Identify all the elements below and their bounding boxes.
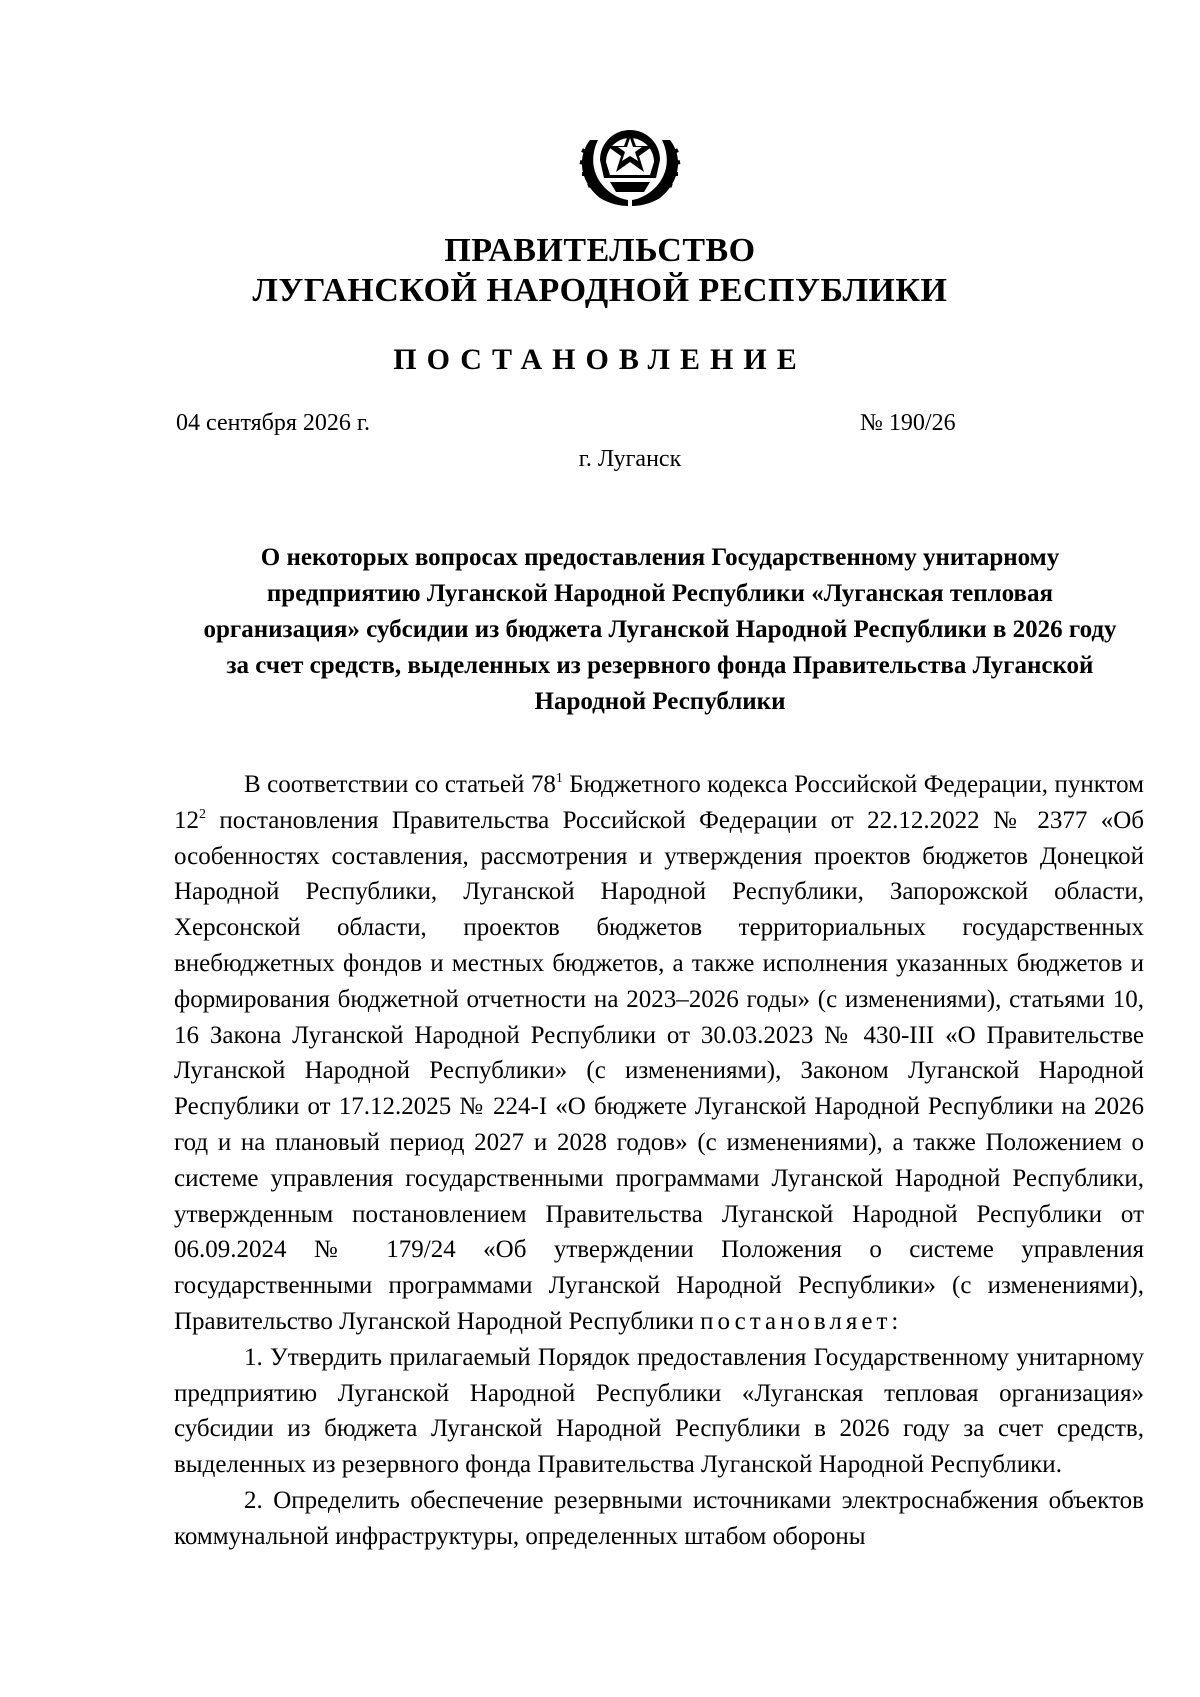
clause-2-paragraph: 2. Определить обеспечение резервными источниками электроснабжения объектов коммунальной инфраструктуры, определенных штабом обороны xyxy=(174,1486,1144,1550)
document-date: 04 сентября 2026 г. xyxy=(176,410,371,436)
coat-of-arms-icon xyxy=(570,120,690,210)
document-type: ПОСТАНОВЛЕНИЕ xyxy=(393,343,807,376)
document-number: № 190/26 xyxy=(860,410,956,436)
document-city: г. Луганск xyxy=(578,446,682,472)
government-name-line1: ПРАВИТЕЛЬСТВО xyxy=(444,232,756,269)
document-title: О некоторых вопросах предоставления Государственному унитарному предприятию Луганской Народной Республики «Луганская тепловая организация» субсидии из бюджета Луганской Народной Республики в 2026 году за счет средств, выделенных из резервного фонда Правительства Луганской Народной Республики xyxy=(203,544,1117,715)
preamble-text-c: постановления Правительства Российской Федерации от 22.12.2022 № 2377 «Об особенностях составления, рассмотрения и утверждения проектов бюджетов Донецкой Народной Республики, Луганской Народной Республики, Запорожской области, Херсонской области, проектов бюджетов территориальных государственных внебюджетных фондов и местных бюджетов, а также исполнения указанных бюджетов и формирования бюджетной отчетности на 2023–2026 годы» (с изменениями), статьями 10, 16 Закона Луганской Народной Республики от 30.03.2023 № 430-III «О Правительстве Луганской Народной Республики» (с изменениями), Законом Луганской Народной Республики от 17.12.2025 № 224-I «О бюджете Луганской Народной Республики на 2026 год и на плановый период 2027 и 2028 годов» (с изменениями), а также Положением о системе управления государственными программами Луганской Народной Республики, утвержденным постановлением Правительства Луганской Народной Республики от 06.09.2024 № 179/24 «Об утверждении Положения о системе управления государственными программами Луганской Народной Республики» (с изменениями), Правительство Луганской Народной Республики xyxy=(174,806,1144,1335)
preamble-paragraph xyxy=(174,767,1144,1340)
preamble-text-b: Бюджетного кодекса Российской Федерации, пунктом 12 xyxy=(174,771,1144,834)
document-body xyxy=(174,767,1144,1555)
preamble-end: : xyxy=(891,1307,899,1335)
government-name-line2: ЛУГАНСКОЙ НАРОДНОЙ РЕСПУБЛИКИ xyxy=(252,272,948,309)
clause-1-paragraph: 1. Утвердить прилагаемый Порядок предоставления Государственному унитарному предприятию Луганской Народной Республики «Луганская тепловая организация» субсидии из бюджета Луганской Народной Республики в 2026 году за счет средств, выделенных из резервного фонда Правительства Луганской Народной Республики. xyxy=(174,1343,1144,1479)
preamble-text-a: В соответствии со статьей 78 xyxy=(244,771,556,798)
decree-word: постановляет xyxy=(700,1307,892,1335)
superscript-2: 2 xyxy=(199,806,206,822)
superscript-1: 1 xyxy=(555,771,563,786)
